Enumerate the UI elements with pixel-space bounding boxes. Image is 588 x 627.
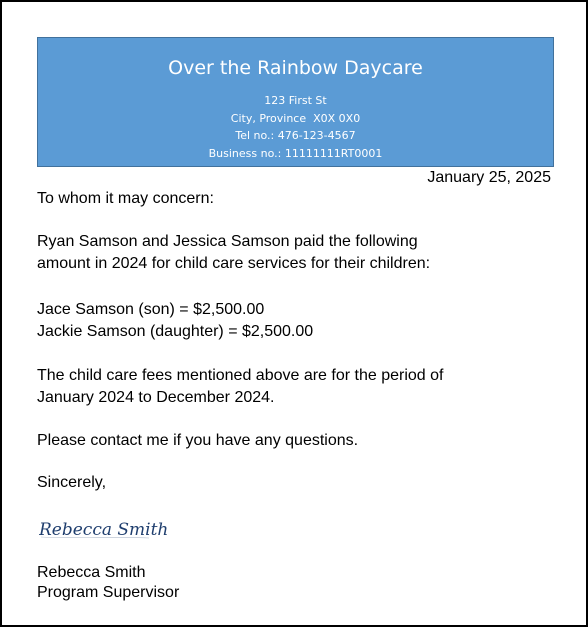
letter-date: January 25, 2025 [427, 169, 551, 186]
closing: Sincerely, [37, 474, 107, 491]
signature-script: Rebecca Smith [39, 520, 169, 540]
intro-line-1: Ryan Samson and Jessica Samson paid the following [37, 233, 418, 250]
signer-name: Rebecca Smith [37, 564, 146, 581]
payment-line-son: Jace Samson (son) = $2,500.00 [37, 301, 265, 318]
business-city: City, Province X0X 0X0 [230, 111, 361, 125]
business-contact-block [38, 92, 553, 162]
signer-title: Program Supervisor [37, 584, 180, 601]
intro-line-2: amount in 2024 for child care services for their children: [37, 255, 431, 272]
payment-line-daughter: Jackie Samson (daughter) = $2,500.00 [37, 323, 314, 340]
letterhead-banner [37, 37, 554, 167]
handwritten-signature [39, 515, 189, 545]
period-line-2: January 2024 to December 2024. [37, 389, 275, 406]
business-phone: Tel no.: 476-123-4567 [235, 129, 356, 142]
contact-line: Please contact me if you have any questions. [37, 432, 359, 449]
business-number: Business no.: 11111111RT0001 [208, 146, 383, 160]
salutation: To whom it may concern: [37, 190, 214, 207]
business-address: 123 First St [264, 94, 327, 107]
period-line-1: The child care fees mentioned above are for the period of [37, 367, 444, 384]
business-name: Over the Rainbow Daycare [168, 57, 423, 79]
signature-image [39, 515, 189, 545]
